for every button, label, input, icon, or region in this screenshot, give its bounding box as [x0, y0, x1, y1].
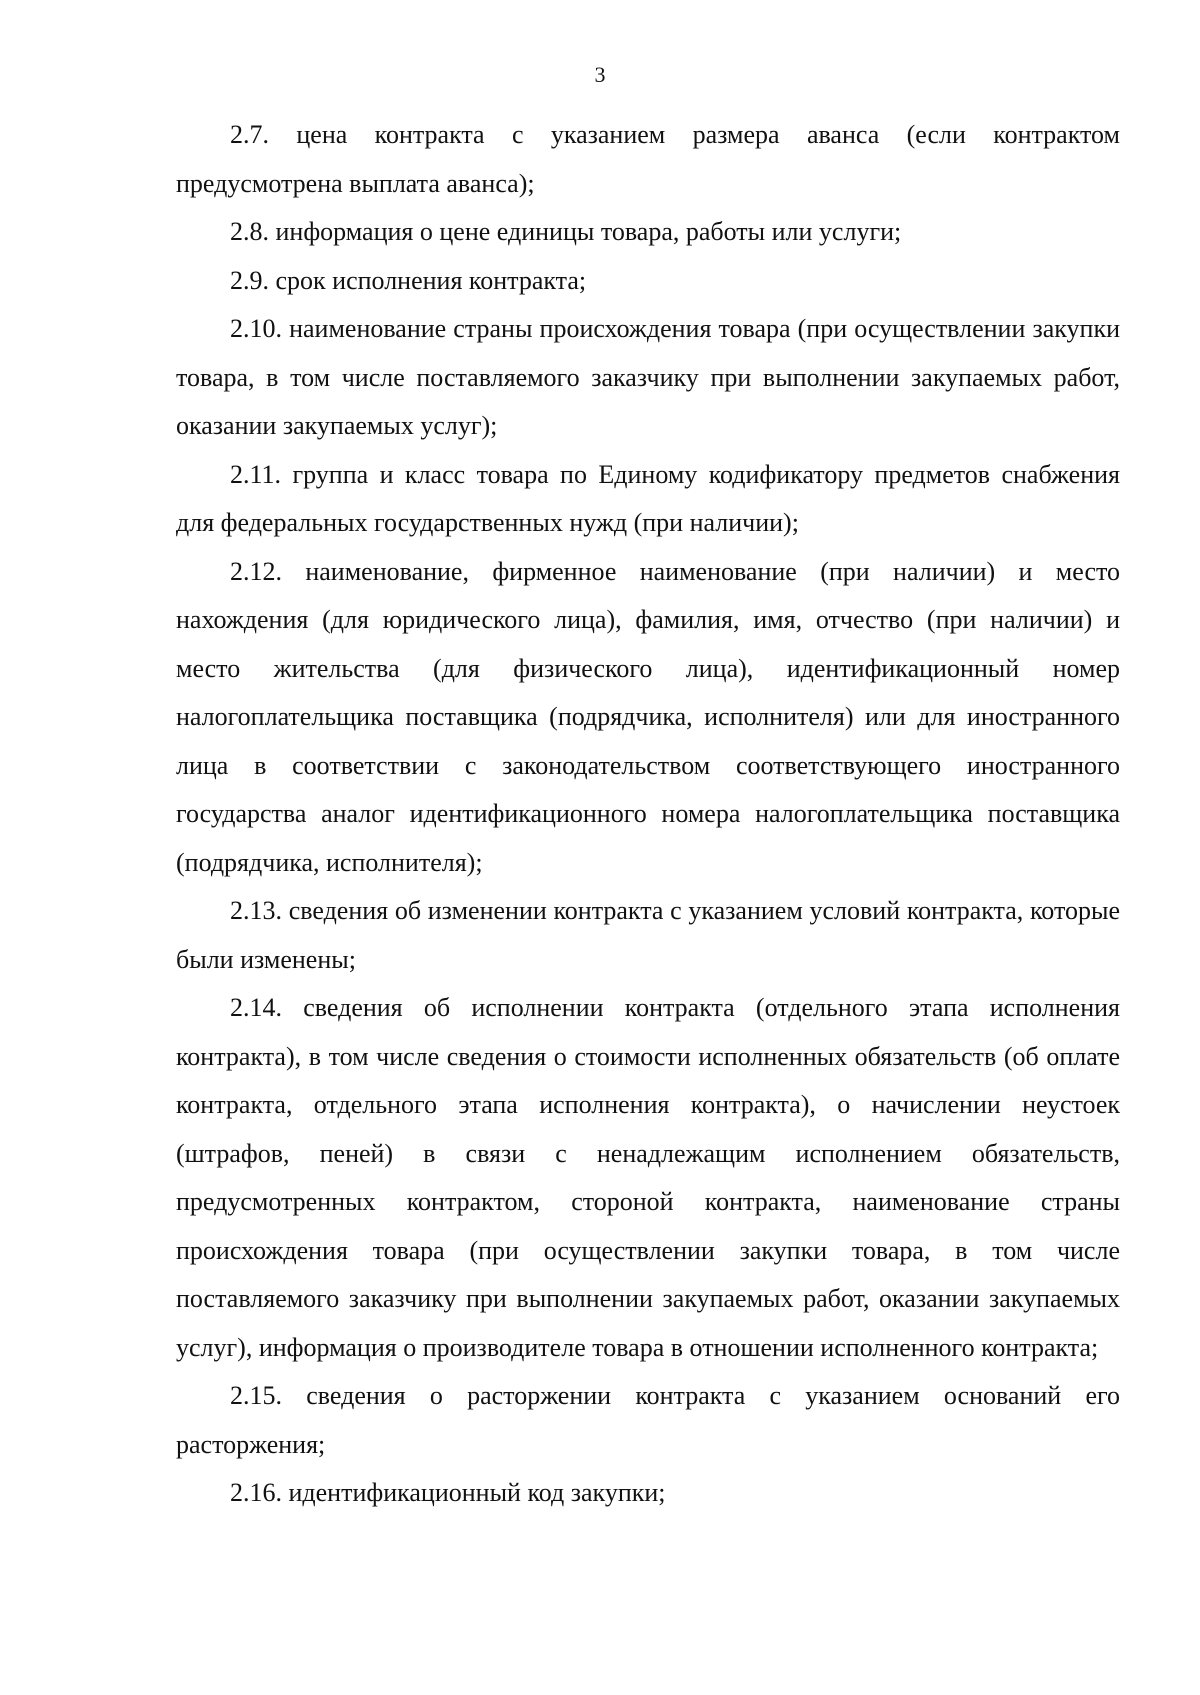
paragraph-2-12: 2.12. наименование, фирменное наименование (при наличии) и место нахождения (для юридического лица), фамилия, имя, отчество (при наличии) и место жительства (для физического лица), идентификационный номер налогоплательщика поставщика (подрядчика, исполнителя) или для иностранного лица в соответствии с законодательством соответствующего иностранного государства аналог идентификационного номера налогоплательщика поставщика (подрядчика, исполнителя);	[176, 556, 1120, 877]
paragraph-2-8: 2.8. информация о цене единицы товара, работы или услуги;	[230, 217, 902, 246]
paragraph-2-15: 2.15. сведения о расторжении контракта с указанием оснований его расторжения;	[176, 1381, 1120, 1459]
paragraph-2-10: 2.10. наименование страны происхождения товара (при осуществлении закупки товара, в том числе поставляемого заказчику при выполнении закупаемых работ, оказании закупаемых услуг);	[176, 314, 1120, 440]
paragraph-2-9: 2.9. срок исполнения контракта;	[230, 265, 587, 295]
document-body	[176, 111, 1120, 1518]
paragraph-2-13: 2.13. сведения об изменении контракта с указанием условий контракта, которые были изменены;	[176, 896, 1120, 974]
page-number: 3	[594, 62, 606, 87]
paragraph-2-16: 2.16. идентификационный код закупки;	[230, 1478, 666, 1507]
paragraph-2-14: 2.14. сведения об исполнении контракта (отдельного этапа исполнения контракта), в том числе сведения о стоимости исполненных обязательств (об оплате контракта, отдельного этапа исполнения контракта), о начислении неустоек (штрафов, пеней) в связи с ненадлежащим исполнением обязательств, предусмотренных контрактом, стороной контракта, наименование страны происхождения товара (при осуществлении закупки товара, в том числе поставляемого заказчику при выполнении закупаемых работ, оказании закупаемых услуг), информация о производителе товара в отношении исполненного контракта;	[176, 993, 1120, 1362]
paragraph-2-11: 2.11. группа и класс товара по Единому кодификатору предметов снабжения для федеральных государственных нужд (при наличии);	[176, 459, 1120, 537]
paragraph-2-7: 2.7. цена контракта с указанием размера аванса (если контрактом предусмотрена выплата аванса);	[176, 120, 1120, 198]
